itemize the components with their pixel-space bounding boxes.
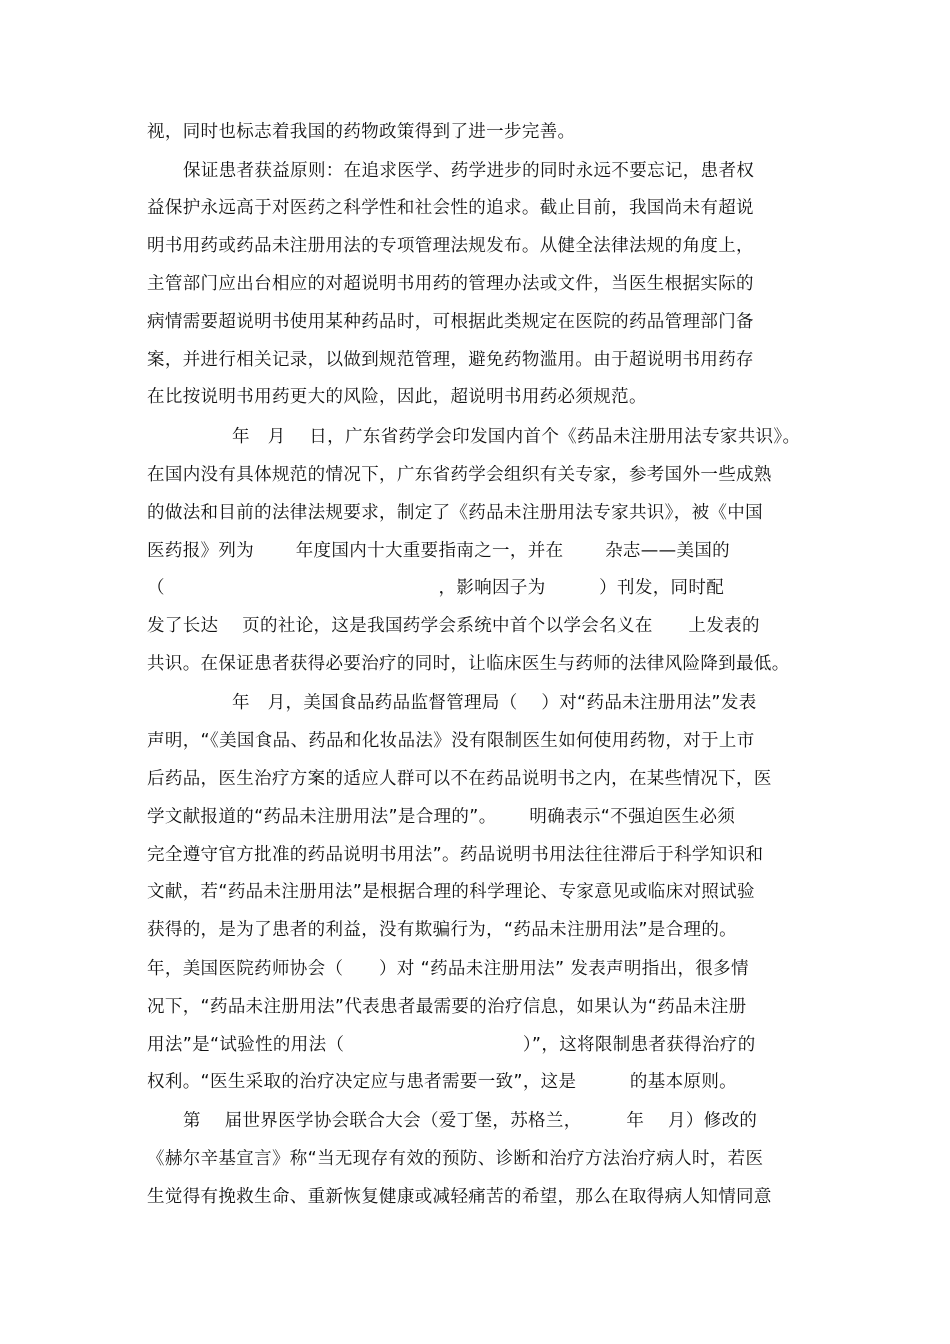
paragraph-helsinki-first-line: 第 届世界医学协会联合大会（爱丁堡，苏格兰， 年 月）修改的 [183, 1111, 758, 1131]
paragraph-guangdong-first-line: 年 月 日，广东省药学会印发国内首个《药品未注册用法专家共识》。 [232, 427, 801, 447]
text-line: 益保护永远高于对医药之科学性和社会性的追求。截止目前，我国尚未有超说 [147, 198, 754, 218]
text-line: 医药报》列为 年度国内十大重要指南之一，并在 杂志——美国的 [147, 541, 731, 561]
text-line: 《赫尔辛基宣言》称“当无现存有效的预防、诊断和治疗方法治疗病人时，若医 [147, 1149, 764, 1169]
text-line: 文献，若“药品未注册用法”是根据合理的科学理论、专家意见或临床对照试验 [147, 882, 755, 902]
text-line: 在比按说明书用药更大的风险，因此，超说明书用药必须规范。 [147, 387, 647, 407]
text-line: 权利。“医生采取的治疗决定应与患者需要一致”，这是 的基本原则。 [147, 1072, 738, 1092]
text-line: 案，并进行相关记录，以做到规范管理，避免药物滥用。由于超说明书用药存 [147, 350, 754, 370]
text-line: 病情需要超说明书使用某种药品时，可根据此类规定在医院的药品管理部门备 [147, 312, 754, 332]
text-line: 明书用药或药品未注册用法的专项管理法规发布。从健全法律法规的角度上， [147, 236, 754, 256]
text-line: （ ，影响因子为 ）刊发，同时配 [147, 578, 725, 598]
text-line: 发了长达 页的社论，这是我国药学会系统中首个以学会名义在 上发表的 [147, 616, 760, 636]
text-line: 完全遵守官方批准的药品说明书用法”。药品说明书用法往往滞后于科学知识和 [147, 845, 764, 865]
text-line: 学文献报道的“药品未注册用法”是合理的”。 明确表示“不强迫医生必须 [147, 807, 736, 827]
text-line: 视，同时也标志着我国的药物政策得到了进一步完善。 [147, 122, 576, 142]
paragraph-patient-benefit-first-line: 保证患者获益原则：在追求医学、药学进步的同时永远不要忘记，患者权 [183, 161, 755, 181]
text-line: 用法”是“试验性的用法（ ）”，这将限制患者获得治疗的 [147, 1035, 756, 1055]
paragraph-fda-first-line: 年 月，美国食品药品监督管理局（ ）对“药品未注册用法”发表 [232, 693, 757, 713]
paragraph-ashp-first-line: 年，美国医院药师协会（ ）对 “药品未注册用法” 发表声明指出，很多情 [147, 959, 749, 979]
text-line: 生觉得有挽救生命、重新恢复健康或减轻痛苦的希望，那么在取得病人知情同意 [147, 1187, 772, 1207]
text-line: 的做法和目前的法律法规要求，制定了《药品未注册用法专家共识》，被《中国 [147, 503, 763, 523]
text-line: 主管部门应出台相应的对超说明书用药的管理办法或文件，当医生根据实际的 [147, 274, 754, 294]
text-line: 况下，“药品未注册用法”代表患者最需要的治疗信息，如果认为“药品未注册 [147, 997, 747, 1017]
text-line: 共识。在保证患者获得必要治疗的同时，让临床医生与药师的法律风险降到最低。 [147, 654, 790, 674]
text-line: 获得的，是为了患者的利益，没有欺骗行为，“药品未注册用法”是合理的。 [147, 920, 738, 940]
text-line: 在国内没有具体规范的情况下，广东省药学会组织有关专家，参考国外一些成熟 [147, 465, 772, 485]
text-line: 后药品，医生治疗方案的适应人群可以不在药品说明书之内，在某些情况下，医 [147, 769, 772, 789]
text-line: 声明，“《美国食品、药品和化妆品法》没有限制医生如何使用药物，对于上市 [147, 731, 755, 751]
